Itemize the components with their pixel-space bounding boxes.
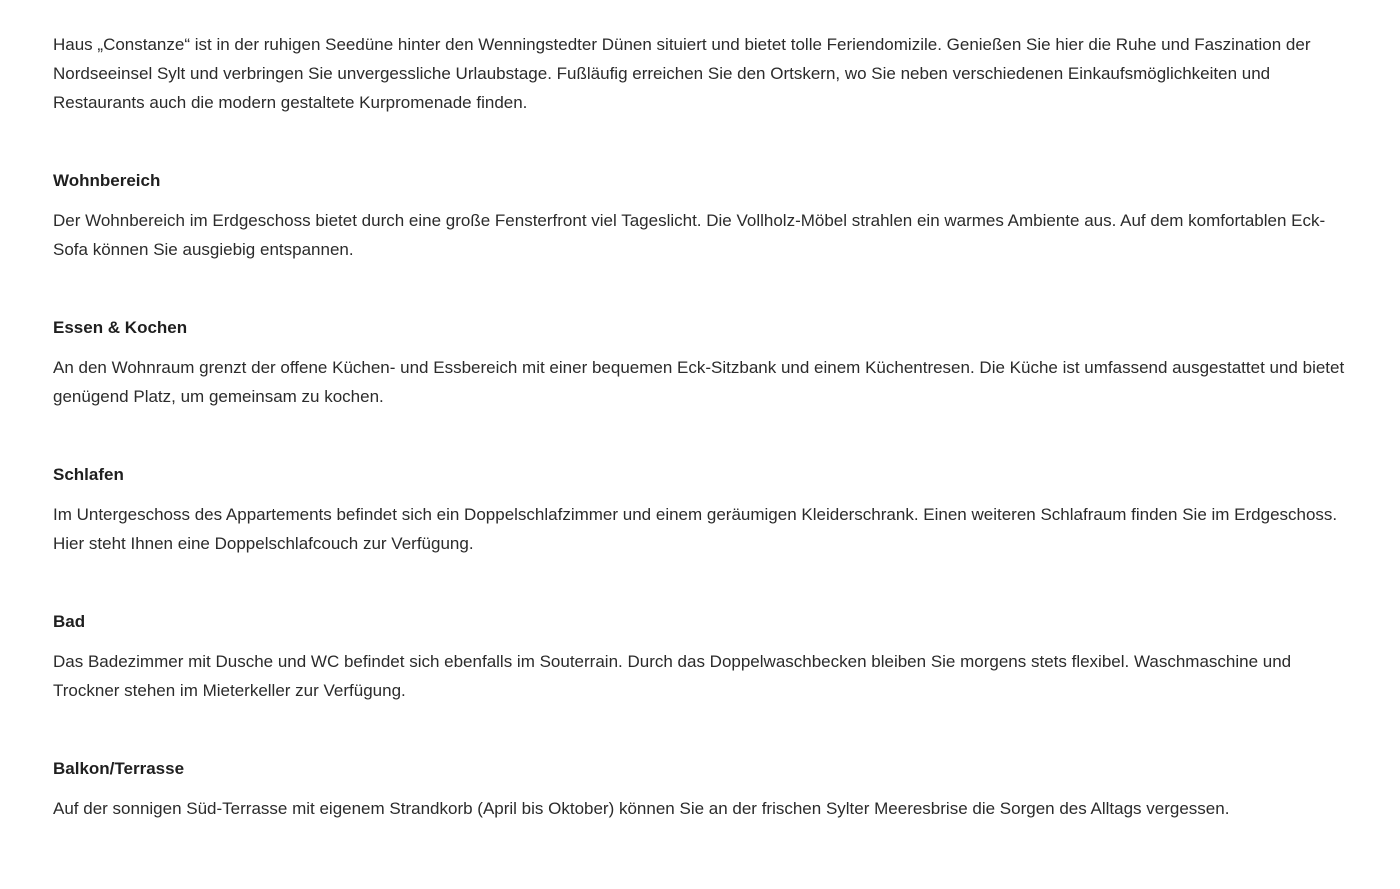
section-heading: Balkon/Terrasse (53, 759, 185, 778)
section-schlafen (53, 460, 1350, 558)
section-heading: Schlafen (53, 465, 124, 484)
section-balkon-terrasse (53, 754, 1350, 823)
section-essen-kochen (53, 313, 1350, 411)
intro-paragraph: Haus „Constanze“ ist in der ruhigen Seedüne hinter den Wenningstedter Dünen situiert und bietet tolle Feriendomizile. Genießen Sie hier die Ruhe und Faszination der Nordseeinsel Sylt und verbringen Sie unvergessliche Urlaubstage. Fußläufig erreichen Sie den Ortskern, wo Sie neben verschiedenen Einkaufsmöglichkeiten und Restaurants auch die modern gestaltete Kurpromenade finden. (53, 35, 1311, 112)
section-paragraph: Auf der sonnigen Süd-Terrasse mit eigenem Strandkorb (April bis Oktober) können Sie an der frischen Sylter Meeresbrise die Sorgen des Alltags vergessen. (53, 799, 1230, 818)
section-bad (53, 607, 1350, 705)
section-paragraph: Im Untergeschoss des Appartements befindet sich ein Doppelschlafzimmer und einem geräumigen Kleiderschrank. Einen weiteren Schlafraum finden Sie im Erdgeschoss. Hier steht Ihnen eine Doppelschlafcouch zur Verfügung. (53, 505, 1338, 553)
section-paragraph: An den Wohnraum grenzt der offene Küchen- und Essbereich mit einer bequemen Eck-Sitzbank und einem Küchentresen. Die Küche ist umfassend ausgestattet und bietet genügend Platz, um gemeinsam zu kochen. (53, 358, 1345, 406)
section-heading: Wohnbereich (53, 171, 161, 190)
section-paragraph: Das Badezimmer mit Dusche und WC befindet sich ebenfalls im Souterrain. Durch das Doppelwaschbecken bleiben Sie morgens stets flexibel. Waschmaschine und Trockner stehen im Mieterkeller zur Verfügung. (53, 652, 1292, 700)
section-wohnbereich (53, 166, 1350, 264)
section-heading: Essen & Kochen (53, 318, 188, 337)
document-body (53, 30, 1350, 823)
section-heading: Bad (53, 612, 86, 631)
section-paragraph: Der Wohnbereich im Erdgeschoss bietet durch eine große Fensterfront viel Tageslicht. Die Vollholz-Möbel strahlen ein warmes Ambiente aus. Auf dem komfortablen Eck-Sofa können Sie ausgiebig entspannen. (53, 211, 1326, 259)
